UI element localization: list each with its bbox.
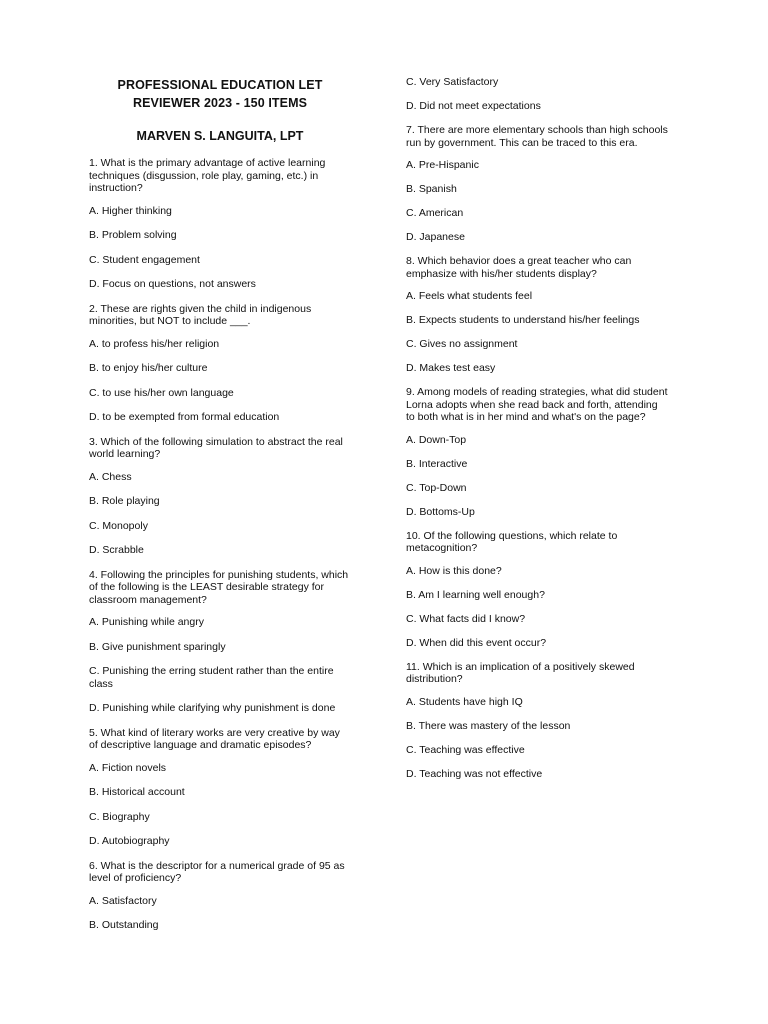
answer-option: A. Higher thinking <box>89 204 172 217</box>
answer-option: B. Outstanding <box>89 919 159 931</box>
question-text: 8. Which behavior does a great teacher who can emphasize with his/her students display? <box>406 255 632 280</box>
left-column <box>89 76 351 944</box>
answer-option: D. Scrabble <box>89 544 144 556</box>
answer-option: B. Historical account <box>89 786 185 798</box>
answer-option: B. Interactive <box>406 457 468 470</box>
answer-option: D. Makes test easy <box>406 362 496 374</box>
answer-option: D. Autobiography <box>89 835 170 847</box>
answer-option: A. Down-Top <box>406 433 467 446</box>
answer-option: C. Gives no assignment <box>406 338 518 350</box>
answer-option: C. Very Satisfactory <box>406 76 499 88</box>
question-text: 7. There are more elementary schools than high schools run by government. This can be traced to this era. <box>406 124 668 149</box>
question-text: 1. What is the primary advantage of active learning techniques (disgussion, role play, gaming, etc.) in instruction? <box>89 157 326 194</box>
answer-option: C. Teaching was effective <box>406 743 525 756</box>
answer-option: A. Chess <box>89 470 132 483</box>
answer-option: C. Top-Down <box>406 481 467 494</box>
author-name: MARVEN S. LANGUITA, LPT <box>136 129 304 143</box>
right-column <box>406 76 668 792</box>
answer-option: C. American <box>406 207 464 219</box>
answer-option: D. When did this event occur? <box>406 636 547 649</box>
answer-option: D. Punishing while clarifying why punishment is done <box>89 702 336 714</box>
answer-option: A. Feels what students feel <box>406 290 533 302</box>
question-text: 2. These are rights given the child in indigenous minorities, but NOT to include ___. <box>89 302 312 327</box>
answer-option: A. Satisfactory <box>89 894 157 907</box>
answer-option: D. to be exempted from formal education <box>89 411 280 423</box>
answer-option: D. Did not meet expectations <box>406 100 541 112</box>
question-text: 6. What is the descriptor for a numerical grade of 95 as level of proficiency? <box>89 859 345 884</box>
answer-option: A. Fiction novels <box>89 761 167 774</box>
answer-option: B. Problem solving <box>89 229 177 241</box>
question-text: 11. Which is an implication of a positively skewed distribution? <box>406 660 635 685</box>
answer-option: C. Student engagement <box>89 253 200 266</box>
answer-option: C. Punishing the erring student rather than the entire class <box>89 665 334 690</box>
question-text: 9. Among models of reading strategies, what did student Lorna adopts when she read back and forth, attending to both what is in her mind and what's on the page? <box>406 386 668 423</box>
left-items <box>89 157 351 932</box>
answer-option: A. How is this done? <box>406 564 502 577</box>
answer-option: C. Monopoly <box>89 519 148 532</box>
answer-option: B. Role playing <box>89 495 160 507</box>
answer-option: C. What facts did I know? <box>406 612 526 625</box>
answer-option: B. Spanish <box>406 183 457 195</box>
answer-option: C. to use his/her own language <box>89 386 234 399</box>
title-line-2: REVIEWER 2023 - 150 ITEMS <box>132 96 308 110</box>
answer-option: B. Am I learning well enough? <box>406 588 545 601</box>
answer-option: C. Biography <box>89 810 150 823</box>
answer-option: D. Bottoms-Up <box>406 505 475 518</box>
question-text: 3. Which of the following simulation to abstract the real world learning? <box>89 435 343 460</box>
answer-option: B. to enjoy his/her culture <box>89 362 208 374</box>
answer-option: B. Expects students to understand his/her feelings <box>406 314 640 326</box>
answer-option: A. Students have high IQ <box>406 695 523 708</box>
answer-option: A. to profess his/her religion <box>89 337 220 350</box>
answer-option: B. Give punishment sparingly <box>89 640 226 653</box>
question-text: 5. What kind of literary works are very creative by way of descriptive language and dramatic episodes? <box>89 726 340 751</box>
answer-option: A. Punishing while angry <box>89 616 204 628</box>
answer-option: B. There was mastery of the lesson <box>406 719 571 732</box>
answer-option: D. Teaching was not effective <box>406 767 543 780</box>
document-title <box>89 76 351 112</box>
question-text: 10. Of the following questions, which relate to metacognition? <box>406 529 618 554</box>
answer-option: D. Japanese <box>406 231 465 243</box>
question-text: 4. Following the principles for punishing students, which of the following is the LEAST desirable strategy for classroom management? <box>89 568 349 606</box>
answer-option: A. Pre-Hispanic <box>406 159 479 171</box>
title-line-1: PROFESSIONAL EDUCATION LET <box>117 78 323 92</box>
answer-option: D. Focus on questions, not answers <box>89 278 256 290</box>
right-items <box>406 76 668 780</box>
